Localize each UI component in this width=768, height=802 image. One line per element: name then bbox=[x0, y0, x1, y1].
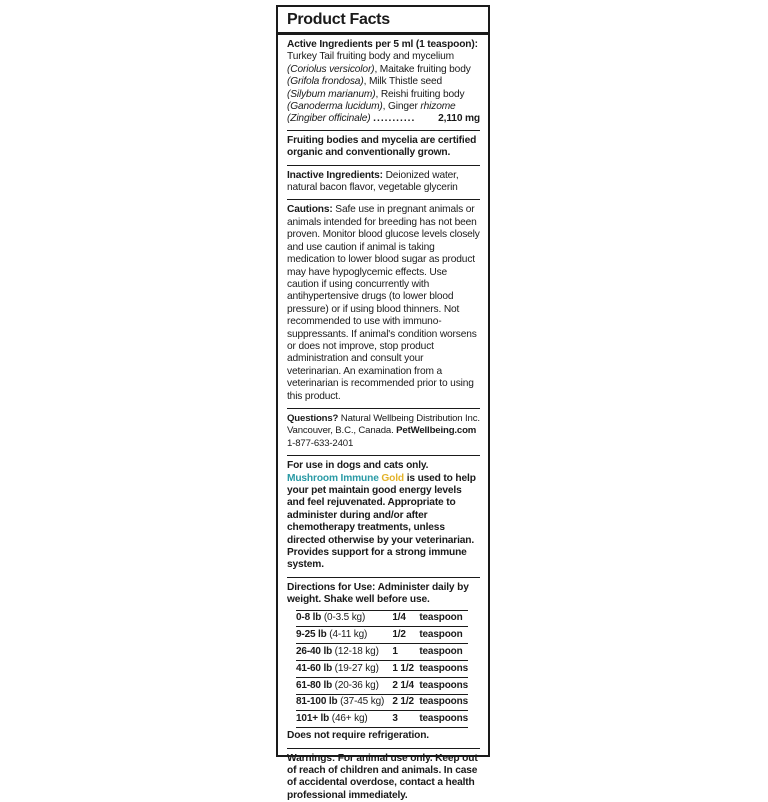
dosage-row bbox=[296, 711, 468, 728]
dosage-table bbox=[296, 610, 468, 729]
amount-line bbox=[287, 113, 480, 125]
questions-text: Natural Wellbeing Distribution Inc. Vancouver, B.C., Canada. bbox=[287, 412, 480, 437]
divider bbox=[287, 577, 480, 578]
cautions-section bbox=[287, 204, 480, 403]
title-divider bbox=[278, 32, 488, 35]
divider bbox=[287, 455, 480, 456]
dose-amount: 1/2 bbox=[392, 627, 419, 644]
inactive-ingredients-section bbox=[287, 170, 480, 195]
dosage-row bbox=[296, 610, 468, 627]
dose-amount: 1/4 bbox=[392, 610, 419, 627]
use-section bbox=[287, 460, 480, 572]
cautions-heading: Cautions: bbox=[287, 204, 333, 216]
website-link[interactable]: PetWellbeing.com bbox=[396, 425, 477, 437]
dose-unit: teaspoons bbox=[419, 711, 468, 728]
weight-lb: 26-40 lb bbox=[296, 645, 333, 657]
ingredient-text: , Reishi fruiting body bbox=[375, 88, 465, 100]
weight-kg: (0-3.5 kg) bbox=[321, 612, 366, 624]
brand-name-mushroom-immune: Mushroom Immune bbox=[287, 472, 379, 484]
dosage-row bbox=[296, 627, 468, 644]
dose-unit: teaspoons bbox=[419, 677, 468, 694]
use-text: is used to help your pet maintain good energy levels and feel rejuvenated. Appropriate to administer during and/or after chemotherapy treatments, unless directed otherwise by your veterinarian. Provides support for a strong immune system. bbox=[287, 472, 476, 571]
ingredient-text: Turkey Tail fruiting body and mycelium bbox=[287, 51, 454, 63]
dose-unit: teaspoon bbox=[419, 627, 468, 644]
latin-name: (Silybum marianum) bbox=[287, 88, 376, 100]
active-ingredients-section bbox=[287, 39, 480, 160]
inactive-ingredients-text: Deionized water, natural bacon flavor, vegetable glycerin bbox=[287, 169, 459, 194]
warnings-text: For animal use only. Keep out of reach of children and animals. In case of accidental overdose, contact a health professional immediately. bbox=[287, 752, 478, 801]
dosage-row bbox=[296, 694, 468, 711]
weight-lb: 81-100 lb bbox=[296, 696, 338, 708]
dosage-row bbox=[296, 644, 468, 661]
active-ingredients-heading: Active Ingredients per 5 ml (1 teaspoon): bbox=[287, 39, 478, 50]
product-facts-title: Product Facts bbox=[287, 11, 390, 28]
ingredient-text: , Ginger bbox=[382, 101, 421, 113]
cautions-text: Safe use in pregnant animals or animals intended for breeding has not been proven. Monitor blood glucose levels closely and use caution if animal is taking medication to lower blood sugar as product may have hypoglycemic effects. Use caution if using concurrently with antihypertensive drugs (to lower blood pressure) or if using blood thinners. Not recommended to use with immuno-suppressants. If animal's condition worsens or does not improve, stop product administration and consult your veterinarian. An examination from a veterinarian is recommended prior to using this product. bbox=[287, 204, 480, 402]
dose-amount: 2 1/4 bbox=[392, 677, 419, 694]
divider bbox=[287, 130, 480, 131]
brand-name-gold: Gold bbox=[381, 472, 405, 484]
weight-cell bbox=[296, 711, 392, 728]
weight-cell bbox=[296, 677, 392, 694]
weight-cell bbox=[296, 661, 392, 678]
warnings-heading: Warnings: bbox=[287, 752, 336, 764]
directions-heading: Directions for Use: Administer daily by weight. Shake well before use. bbox=[287, 581, 469, 606]
dose-amount: 2 1/2 bbox=[392, 694, 419, 711]
weight-lb: 9-25 lb bbox=[296, 629, 327, 641]
latin-name: (Ganoderma lucidum) bbox=[287, 101, 383, 113]
latin-name: (Coriolus versicolor) bbox=[287, 63, 375, 75]
active-amount: 2,110 mg bbox=[438, 113, 480, 125]
divider bbox=[287, 199, 480, 200]
phone-number: 1-877-633-2401 bbox=[287, 437, 354, 449]
weight-cell bbox=[296, 694, 392, 711]
certified-organic-note: Fruiting bodies and mycelia are certified organic and conventionally grown. bbox=[287, 134, 477, 159]
weight-cell bbox=[296, 610, 392, 627]
ingredient-text: , Maitake fruiting body bbox=[374, 63, 471, 75]
dose-amount: 3 bbox=[392, 711, 419, 728]
divider bbox=[287, 748, 480, 749]
ingredient-text: , Milk Thistle seed bbox=[363, 76, 443, 88]
inactive-ingredients-heading: Inactive Ingredients: bbox=[287, 169, 383, 181]
weight-lb: 0-8 lb bbox=[296, 612, 322, 624]
product-facts-panel bbox=[276, 5, 490, 801]
weight-lb: 41-60 lb bbox=[296, 662, 333, 674]
weight-cell bbox=[296, 627, 392, 644]
dose-unit: teaspoons bbox=[419, 661, 468, 678]
dosage-row bbox=[296, 661, 468, 678]
weight-kg: (20-36 kg) bbox=[332, 679, 379, 691]
dose-amount: 1 bbox=[392, 644, 419, 661]
weight-kg: (12-18 kg) bbox=[332, 645, 379, 657]
weight-kg: (4-11 kg) bbox=[326, 629, 368, 641]
dot-leader: ........... bbox=[373, 113, 416, 125]
questions-section bbox=[287, 413, 480, 450]
active-ingredients-list bbox=[287, 51, 480, 125]
weight-cell bbox=[296, 644, 392, 661]
refrigeration-note: Does not require refrigeration. bbox=[287, 730, 429, 742]
dose-amount: 1 1/2 bbox=[392, 661, 419, 678]
weight-kg: (46+ kg) bbox=[329, 713, 368, 725]
dosage-row bbox=[296, 677, 468, 694]
divider bbox=[287, 165, 480, 166]
weight-lb: 61-80 lb bbox=[296, 679, 333, 691]
weight-kg: (37-45 kg) bbox=[337, 696, 385, 708]
weight-kg: (19-27 kg) bbox=[332, 662, 379, 674]
use-text: For use in dogs and cats only. bbox=[287, 460, 429, 472]
divider bbox=[287, 408, 480, 409]
latin-name: rhizome bbox=[420, 101, 456, 113]
dose-unit: teaspoon bbox=[419, 644, 468, 661]
questions-heading: Questions? bbox=[287, 412, 339, 424]
dose-unit: teaspoon bbox=[419, 610, 468, 627]
weight-lb: 101+ lb bbox=[296, 713, 330, 725]
dose-unit: teaspoons bbox=[419, 694, 468, 711]
latin-name: (Zingiber officinale) bbox=[287, 113, 371, 125]
warnings-section bbox=[287, 753, 480, 802]
latin-name: (Grifola frondosa) bbox=[287, 76, 364, 88]
directions-section bbox=[287, 582, 480, 743]
